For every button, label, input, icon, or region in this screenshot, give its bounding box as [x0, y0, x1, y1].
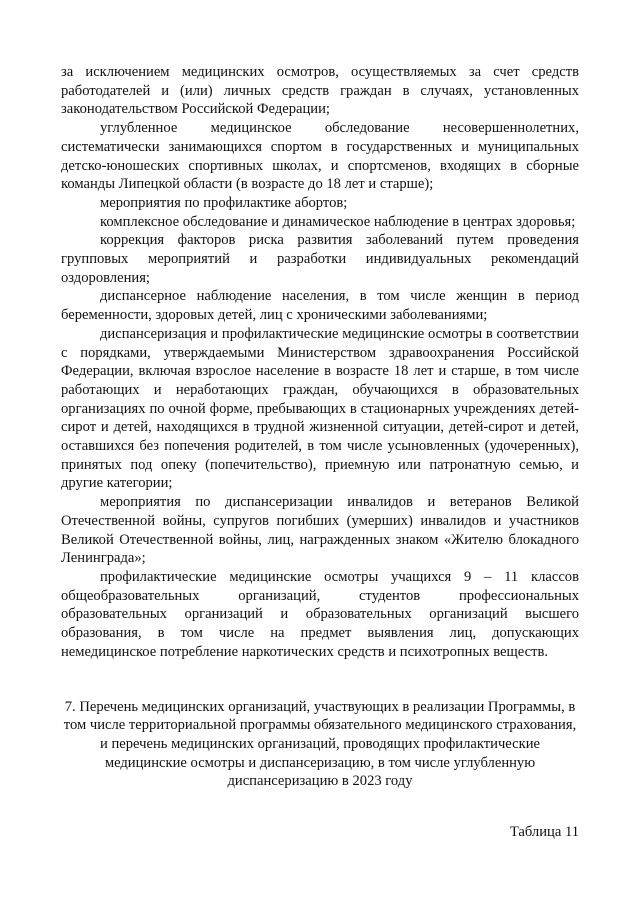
paragraph-risk-correction: коррекция факторов риска развития заболеваний путем проведения групповых мероприятий и разработки индивидуальных рекомендаций оздоровления;	[61, 232, 579, 286]
paragraph-health-centers: комплексное обследование и динамическое наблюдение в центрах здоровья;	[100, 213, 576, 230]
paragraph-dispensary-observation: диспансерное наблюдение населения, в том числе женщин в период беременности, здоровых детей, лиц с хроническими заболеваниями;	[61, 288, 579, 324]
paragraph-in-depth-exam: углубленное медицинское обследование несовершеннолетних, систематически занимающихся спортом в государственных и муниципальных детско-юношеских спортивных школах, и спортсменов, входящих в сборные команды Липецкой области (в возрасте до 18 лет и старше);	[61, 120, 579, 193]
paragraph-continuation: за исключением медицинских осмотров, осуществляемых за счет средств работодателей и (или) личных средств граждан в случаях, установленных законодательством Российской Федерации;	[61, 64, 579, 118]
paragraph-veterans: мероприятия по диспансеризации инвалидов и ветеранов Великой Отечественной войны, супругов погибших (умерших) инвалидов и участников Великой Отечественной войны, лиц, награжденных знаком «Жителю блокадного Ленинграда»;	[61, 494, 579, 567]
table-label: Таблица 11	[509, 824, 579, 841]
section-heading: 7. Перечень медицинских организаций, участвующих в реализации Программы, в том числе территориальной программы обязательного медицинского страхования, и перечень медицинских организаций, проводящих профилактические медицинские осмотры и диспансеризацию, в том числе углубленную диспансеризацию в 2023 году	[63, 698, 577, 790]
document-page	[61, 63, 579, 842]
paragraph-abortion-prevention: мероприятия по профилактике абортов;	[100, 194, 348, 211]
paragraph-dispensarization: диспансеризация и профилактические медицинские осмотры в соответствии с порядками, утверждаемыми Министерством здравоохранения Российской Федерации, включая взрослое население в возрасте 18 лет и старше, в том числе работающих и неработающих граждан, обучающихся в образовательных организациях по очной форме, пребывающих в стационарных учреждениях детей-сирот и детей, находящихся в трудной жизненной ситуации, детей-сирот и детей, оставшихся без попечения родителей, в том числе усыновленных (удочеренных), принятых под опеку (попечительство), приемную или патронатную семью, и другие категории;	[61, 325, 579, 492]
paragraph-student-exams: профилактические медицинские осмотры учащихся 9 – 11 классов общеобразовательных организаций, студентов профессиональных образовательных организаций и образовательных организаций высшего образования, в том числе на предмет выявления лиц, допускающих немедицинское потребление наркотических средств и психотропных веществ.	[61, 568, 579, 660]
